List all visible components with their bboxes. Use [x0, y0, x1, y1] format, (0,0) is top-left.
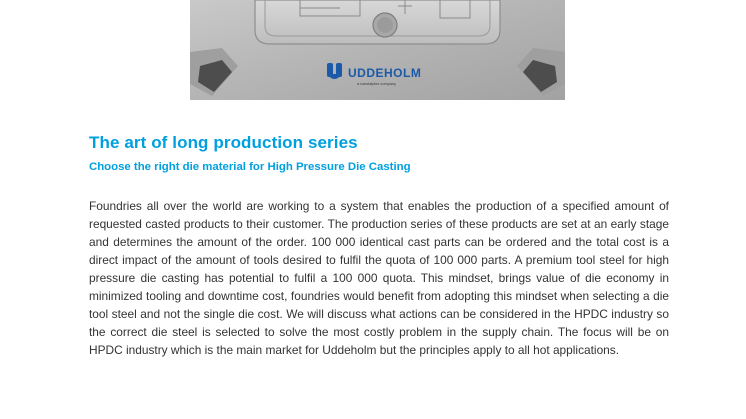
- svg-text:UDDEHOLM: UDDEHOLM: [348, 66, 422, 80]
- article-subtitle: Choose the right die material for High Pressure Die Casting: [89, 161, 411, 173]
- article-title: The art of long production series: [89, 133, 358, 152]
- hero-image: [0, 0, 746, 102]
- svg-text:a voestalpine company: a voestalpine company: [357, 82, 396, 86]
- article-body: Foundries all over the world are working to a system that enables the production of a specified amount of requested casted products to their customer. The production series of these products are set at an early stage and determines the amount of the order. 100 000 identical cast parts can be ordered and the total cost is a direct impact of the amount of tools desired to fulfil the quota of 100 000 parts. A premium tool steel for high pressure die casting has potential to fulfil a 100 000 quota. This mindset, brings value of die economy in minimized tooling and downtime cost, foundries would benefit from adopting this mindset when selecting a die tool steel and not the single die cost. We will discuss what actions can be considered in the HPDC industry so the correct die steel is selected to solve the most costly problem in the supply chain. The focus will be on HPDC industry which is the main market for Uddeholm but the principles apply to all hot applications.: [89, 199, 669, 358]
- die-block-illustration: [0, 0, 746, 102]
